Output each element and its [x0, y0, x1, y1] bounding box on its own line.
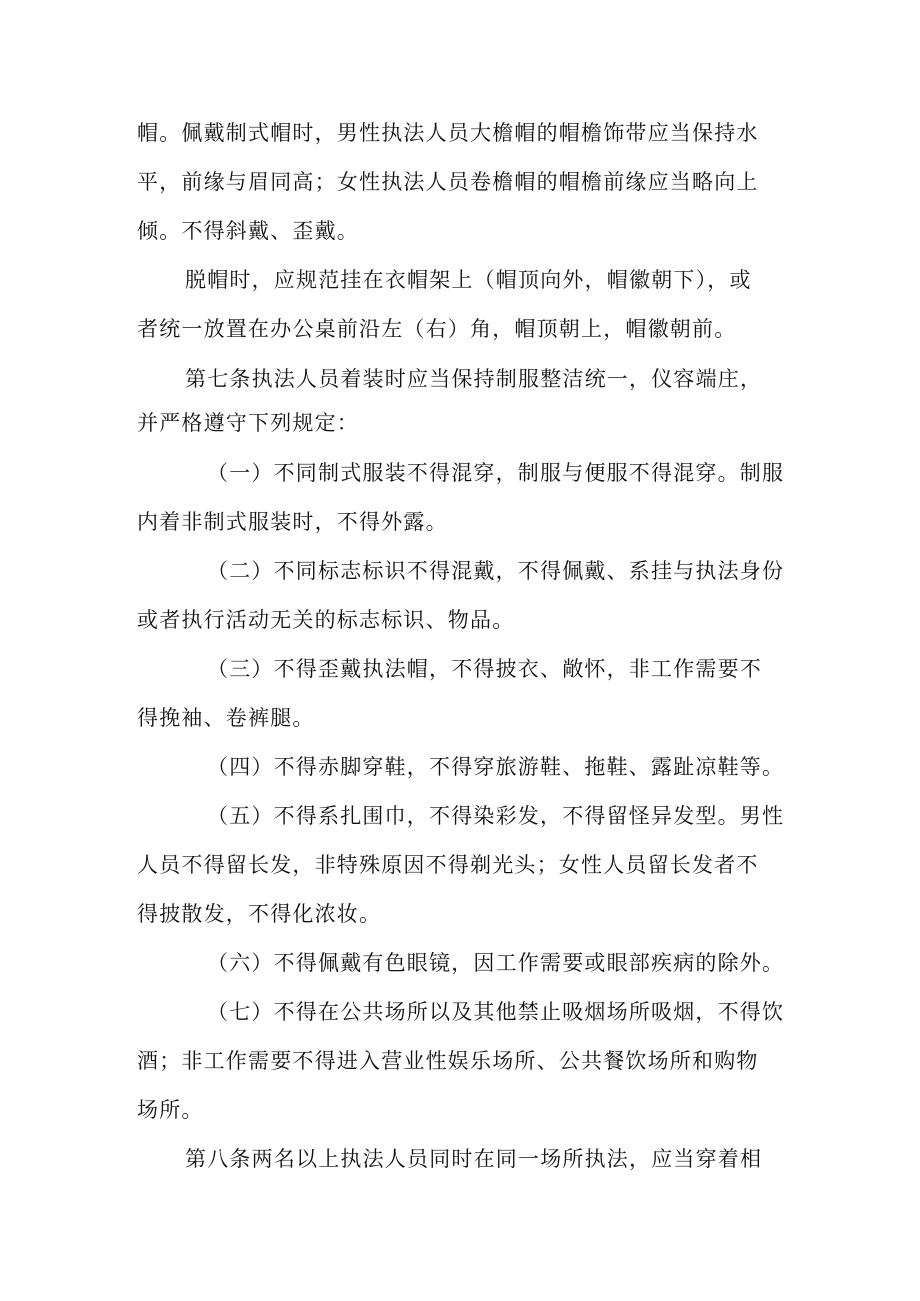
text-line: 内着非制式服装时，不得外露。 — [137, 510, 448, 534]
text-line: 第七条执法人员着装时应当保持制服整洁统一，仪容端庄， — [185, 367, 763, 391]
text-line: （二）不同标志标识不得混戴，不得佩戴、系挂与执法身份 — [207, 559, 785, 583]
text-line: 第八条两名以上执法人员同时在同一场所执法，应当穿着相 — [185, 1147, 763, 1171]
text-line: 并严格遵守下列规定： — [137, 411, 359, 435]
text-line: 场所。 — [137, 1098, 204, 1122]
text-line: （七）不得在公共场所以及其他禁止吸烟场所吸烟，不得饮 — [207, 1000, 785, 1024]
text-line: 者统一放置在办公桌前沿左（右）角，帽顶朝上，帽徽朝前。 — [137, 317, 737, 341]
text-line: 或者执行活动无关的标志标识、物品。 — [137, 608, 515, 632]
text-line: 倾。不得斜戴、歪戴。 — [137, 219, 359, 243]
text-line: 人员不得留长发，非特殊原因不得剃光头；女性人员留长发者不 — [137, 853, 759, 877]
text-line: （五）不得系扎围巾，不得染彩发，不得留怪异发型。男性 — [207, 804, 785, 828]
text-line: 得挽袖、卷裤腿。 — [137, 706, 315, 730]
text-line: 平，前缘与眉同高；女性执法人员卷檐帽的帽檐前缘应当略向上 — [137, 170, 759, 194]
text-line: 帽。佩戴制式帽时，男性执法人员大檐帽的帽檐饰带应当保持水 — [137, 121, 759, 145]
text-line: 得披散发，不得化浓妆。 — [137, 902, 382, 926]
text-line: （一）不同制式服装不得混穿，制服与便服不得混穿。制服 — [207, 461, 785, 485]
text-line: （四）不得赤脚穿鞋，不得穿旅游鞋、拖鞋、露趾凉鞋等。 — [207, 755, 785, 779]
text-line: （六）不得佩戴有色眼镜，因工作需要或眼部疾病的除外。 — [207, 951, 785, 975]
text-line: （三）不得歪戴执法帽，不得披衣、敞怀，非工作需要不 — [207, 657, 762, 681]
text-line: 脱帽时，应规范挂在衣帽架上（帽顶向外，帽徽朝下），或 — [185, 268, 752, 292]
text-line: 酒；非工作需要不得进入营业性娱乐场所、公共餐饮场所和购物 — [137, 1049, 759, 1073]
